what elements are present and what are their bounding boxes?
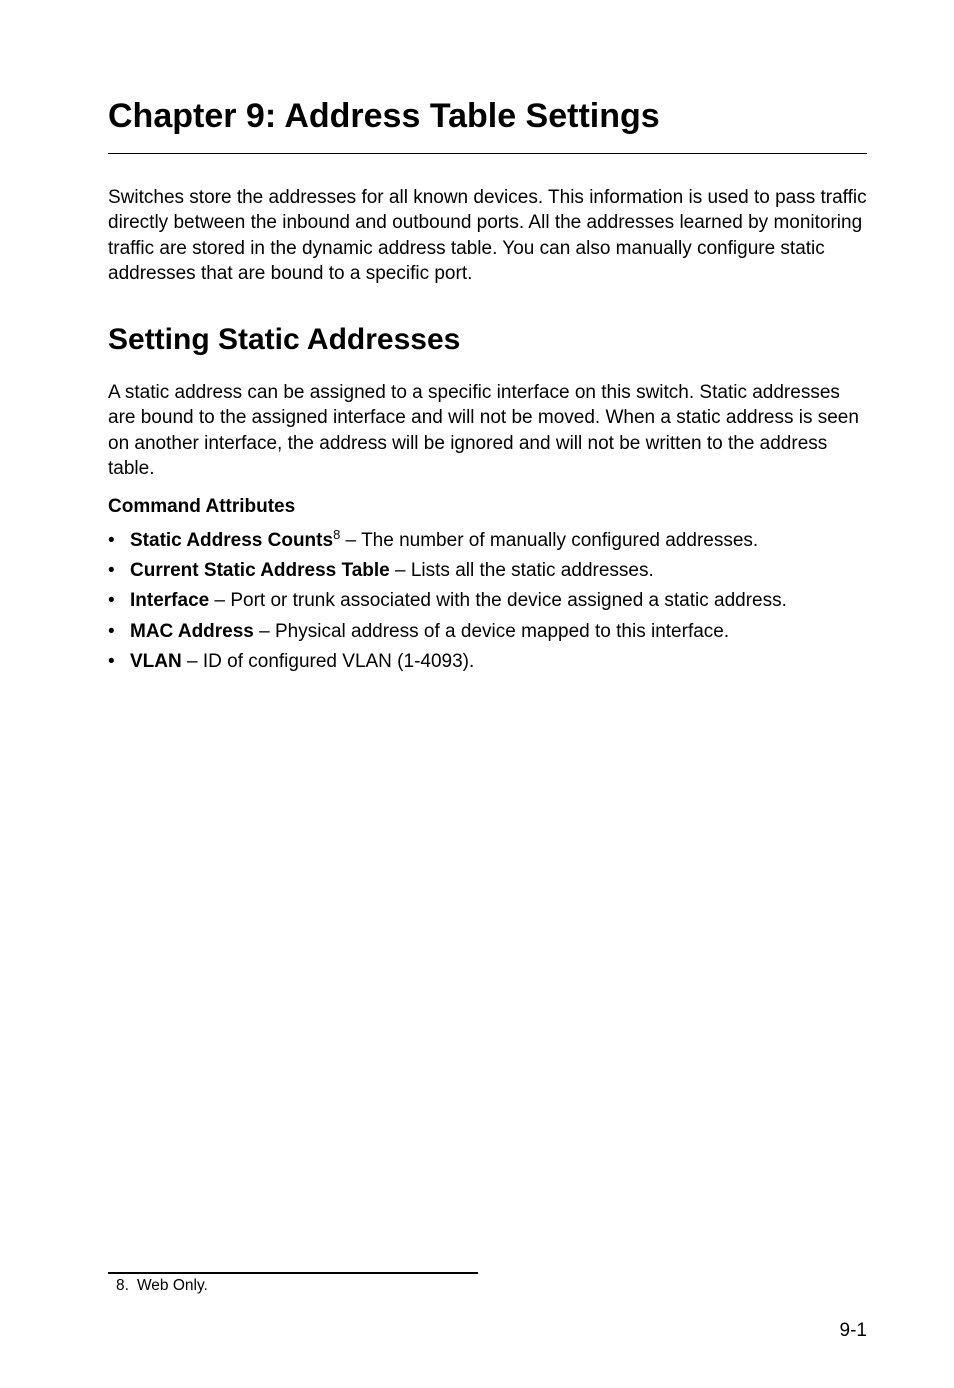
bullet-icon: • [108,620,115,642]
attribute-term: Interface [130,590,210,612]
attribute-term: MAC Address [130,620,254,642]
attribute-description: – Port or trunk associated with the device assigned a static address. [209,590,787,612]
footnote-text: Web Only. [136,1277,208,1294]
attribute-item-vlan [108,649,868,679]
bullet-icon: • [108,590,115,612]
footnote-number: 8. [116,1277,129,1294]
attribute-term: Static Address Counts [130,530,334,551]
footnote-divider [108,1272,478,1274]
attribute-description: – The number of manually configured addresses. [340,530,759,551]
bullet-icon: • [108,650,115,672]
bullet-icon: • [108,560,115,582]
attribute-term: VLAN [130,650,182,672]
footnote [116,1276,208,1296]
bullet-icon: • [108,530,115,551]
chapter-title: Chapter 9: Address Table Settings [108,97,660,135]
chapter-title-rule [108,153,867,154]
attribute-description: – ID of configured VLAN (1-4093). [181,650,475,672]
chapter-intro-paragraph: Switches store the addresses for all known devices. This information is used to pass traffic directly between the inbound and outbound ports. All the addresses learned by monitoring traffic are stored in the dynamic address table. You can also manually configure static addresses that are bound to a specific port. [108,187,867,284]
command-attributes-list [108,528,868,679]
section-paragraph: A static address can be assigned to a specific interface on this switch. Static addresses are bound to the assigned interface and will not be moved. When a static address is seen on another interface, the address will be ignored and will not be written to the address table. [108,382,859,479]
footnote-reference[interactable]: 8 [333,527,341,542]
attribute-item-interface [108,588,868,618]
attribute-item-current-static-address-table [108,558,868,588]
page-number: 9-1 [839,1320,867,1341]
attribute-item-static-address-counts [108,528,868,558]
attribute-item-mac-address [108,619,868,649]
attribute-description: – Lists all the static addresses. [389,560,654,582]
section-title: Setting Static Addresses [108,323,461,356]
command-attributes-heading: Command Attributes [108,496,296,517]
attribute-description: – Physical address of a device mapped to this interface. [253,620,730,642]
attribute-term: Current Static Address Table [130,560,390,582]
